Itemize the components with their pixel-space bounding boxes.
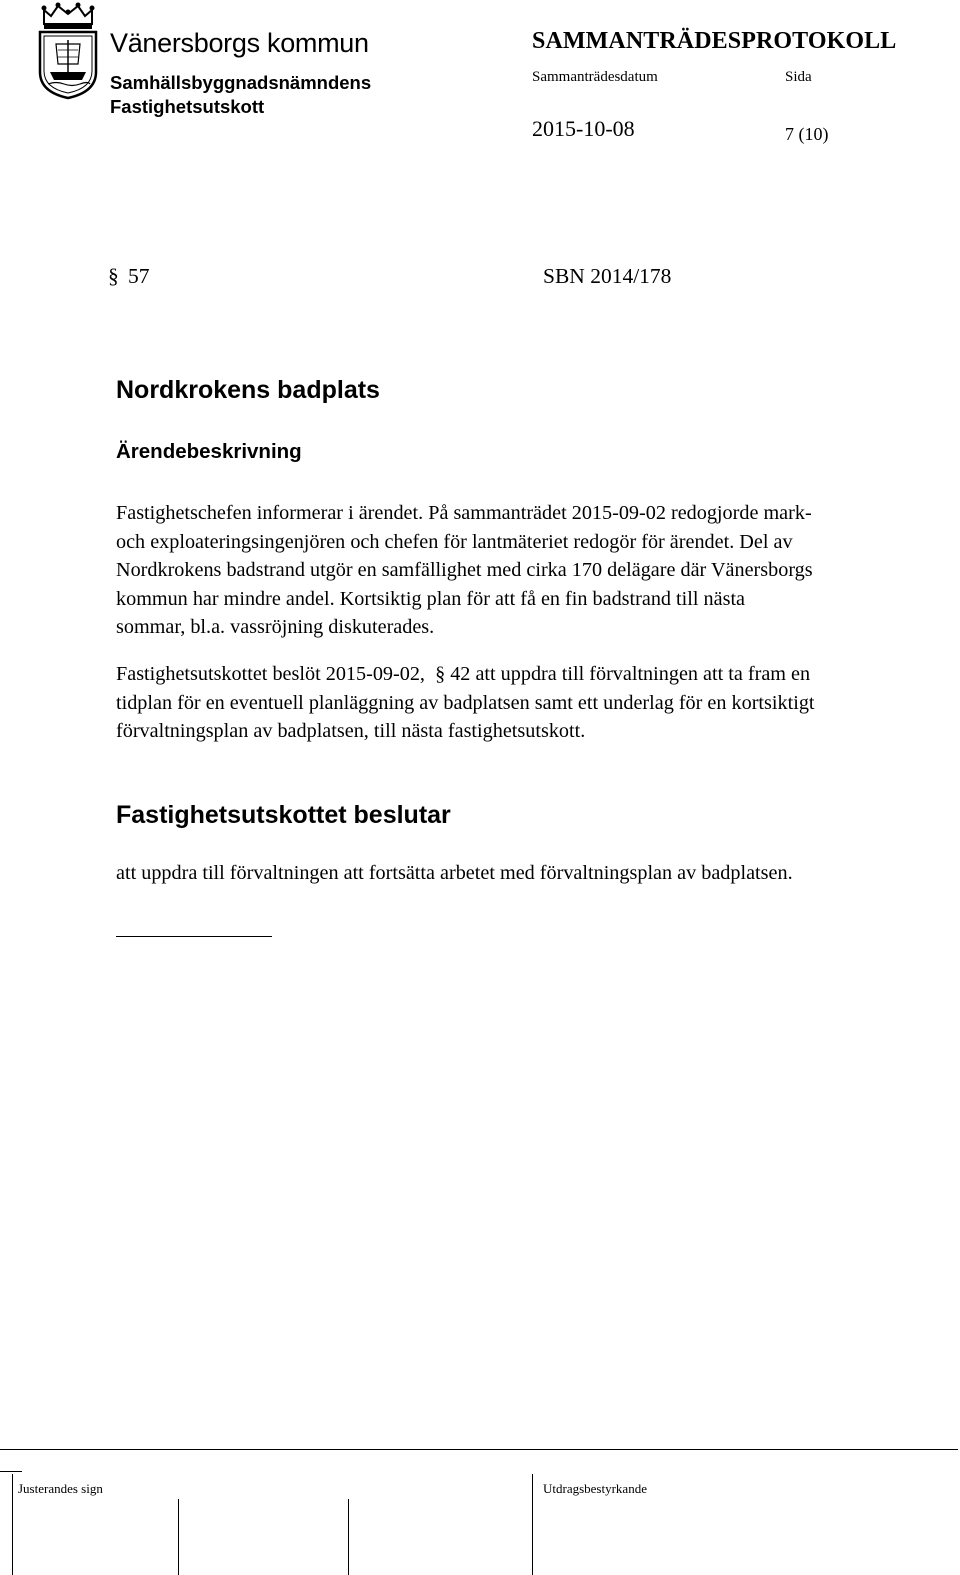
- committee-name-line1: Samhällsbyggnadsnämndens: [110, 72, 372, 93]
- description-heading: Ärendebeskrivning: [116, 440, 302, 463]
- meeting-date-label: Sammanträdesdatum: [532, 69, 658, 85]
- footer-rule: [0, 1449, 958, 1450]
- coat-of-arms-logo: [36, 2, 100, 100]
- document-type: SAMMANTRÄDESPROTOKOLL: [532, 28, 897, 54]
- description-line: Fastighetschefen informerar i ärendet. På sammanträdet 2015-09-02 redogjorde mark-: [116, 502, 812, 524]
- meeting-date-value: 2015-10-08: [532, 116, 635, 141]
- case-number: SBN 2014/178: [543, 264, 672, 288]
- paragraph-symbol: §: [108, 264, 119, 288]
- justifier-signature-label: Justerandes sign: [18, 1481, 103, 1496]
- paragraph-symbol: §: [435, 663, 446, 685]
- description-line: och exploateringsingenjören och chefen för lantmäteriet redogör för ärendet. Del av: [116, 530, 793, 553]
- end-rule: [116, 936, 272, 937]
- prior-decision-line: förvaltningsplan av badplatsen, till nästa fastighetsutskott.: [116, 720, 586, 742]
- signature-divider: [178, 1499, 179, 1575]
- prior-decision-rest: 42 att uppdra till förvaltningen att ta fram en: [450, 663, 811, 685]
- description-text: [116, 499, 952, 642]
- item-title: Nordkrokens badplats: [116, 376, 380, 404]
- signature-divider: [348, 1499, 349, 1575]
- committee-name-line2: Fastighetsutskott: [110, 96, 265, 117]
- signature-divider: [532, 1474, 533, 1575]
- description-line: Nordkrokens badstrand utgör en samfällighet med cirka 170 delägare där Vänersborgs: [116, 559, 813, 581]
- signature-divider: [12, 1474, 13, 1575]
- organization-name: Vänersborgs kommun: [110, 28, 369, 58]
- footer-tick: [0, 1471, 22, 1472]
- description-line: kommun har mindre andel. Kortsiktig plan för att få en fin badstrand till nästa: [116, 587, 746, 610]
- page-label: Sida: [785, 69, 812, 85]
- decision-text: att uppdra till förvaltningen att fortsätta arbetet med förvaltningsplan av badplatsen.: [116, 862, 793, 884]
- prior-decision-intro: Fastighetsutskottet beslöt 2015-09-02,: [116, 663, 425, 685]
- prior-decision-line: tidplan för en eventuell planläggning av badplatsen samt ett underlag för en kortsiktigt: [116, 691, 815, 714]
- prior-decision-text: [116, 660, 952, 746]
- extract-certification-label: Utdragsbestyrkande: [543, 1481, 647, 1496]
- decision-heading: Fastighetsutskottet beslutar: [116, 801, 451, 829]
- paragraph-number: 57: [128, 264, 150, 288]
- page-number: 7 (10): [785, 124, 829, 144]
- description-line: sommar, bl.a. vassröjning diskuterades.: [116, 616, 435, 638]
